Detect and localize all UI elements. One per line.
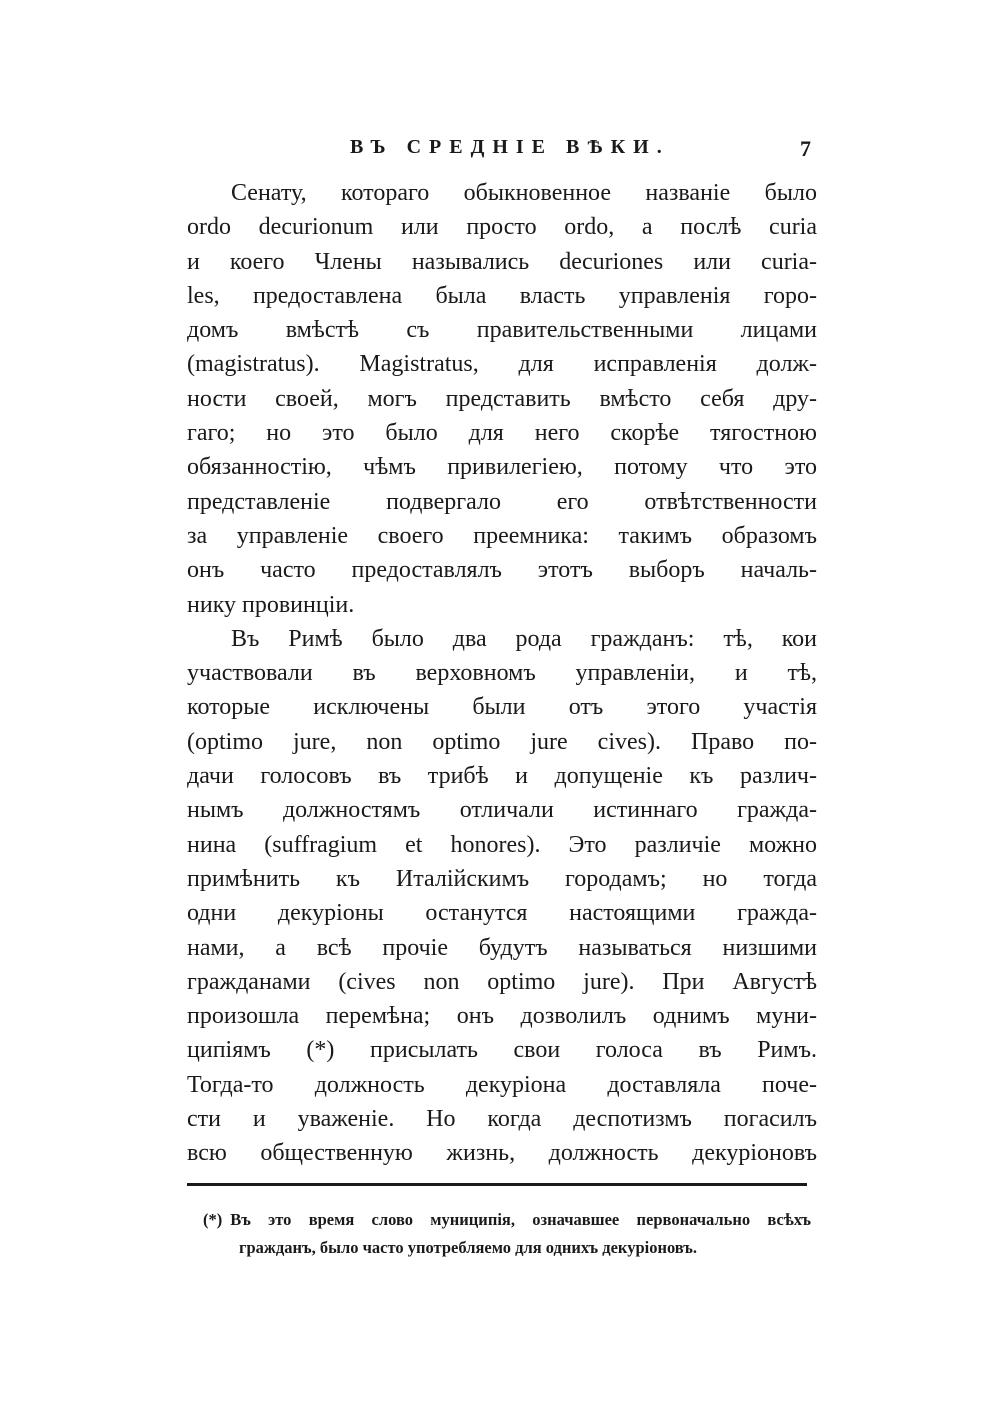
text-line: гаго; но это было для него скорѣе тягостною bbox=[187, 420, 817, 447]
text-line: нымъ должностямъ отличали истиннаго гражда- bbox=[187, 797, 817, 824]
text-line: Сенату, котораго обыкновенное названіе было bbox=[231, 180, 817, 206]
text-line: les, предоставлена была власть управленія горо- bbox=[187, 282, 817, 309]
text-line: сти и уваженіе. Но когда деспотизмъ погасилъ bbox=[187, 1106, 817, 1133]
main-text bbox=[187, 176, 817, 1171]
footnote-text-1: Въ это время слово муниципія, означавшее первоначально всѣхъ bbox=[230, 1210, 811, 1229]
text-line: онъ часто предоставлялъ этотъ выборъ началь- bbox=[187, 557, 817, 584]
text-line: которые исключены были отъ этого участія bbox=[187, 694, 817, 721]
text-line: Тогда-то должность декуріона доставляла поче- bbox=[187, 1071, 817, 1098]
text-line: за управленіе своего преемника: такимъ образомъ bbox=[187, 522, 817, 549]
text-line: примѣнить къ Италійскимъ городамъ; но тогда bbox=[187, 865, 817, 892]
footnote-divider bbox=[187, 1183, 807, 1186]
page-number: 7 bbox=[800, 136, 811, 161]
footnote-marker: (*) bbox=[203, 1210, 223, 1229]
text-line: одни декуріоны останутся настоящими гражда- bbox=[187, 900, 817, 927]
text-line: всю общественную жизнь, должность декуріоновъ bbox=[187, 1140, 817, 1167]
text-line: ципіямъ (*) присылать свои голоса въ Римъ. bbox=[187, 1037, 817, 1064]
text-line: нина (suffragium et honores). Это различіе можно bbox=[187, 831, 817, 858]
text-line: нами, а всѣ прочіе будутъ называться низшими bbox=[187, 934, 817, 961]
text-line: ordo decurionum или просто ordo, а послѣ curia bbox=[187, 214, 817, 241]
text-line: (optimo jure, non optimo jure cives). Право по- bbox=[187, 728, 817, 755]
text-line: гражданами (cives non optimo jure). При Августѣ bbox=[187, 968, 817, 995]
text-line: и коего Члены назывались decuriones или curia- bbox=[187, 248, 817, 275]
text-line: домъ вмѣстѣ съ правительственными лицами bbox=[187, 317, 817, 344]
text-line: участвовали въ верховномъ управленіи, и тѣ, bbox=[187, 660, 817, 687]
text-line: представленіе подвергало его отвѣтственности bbox=[187, 488, 817, 515]
text-line: (magistratus). Magistratus, для исправленія долж- bbox=[187, 351, 817, 378]
text-line: дачи голосовъ въ трибѣ и допущеніе къ различ- bbox=[187, 763, 817, 790]
footnote bbox=[203, 1206, 811, 1262]
footnote-line-2: гражданъ, было часто употребляемо для однихъ декуріоновъ. bbox=[239, 1238, 698, 1257]
text-line: Въ Римѣ было два рода гражданъ: тѣ, кои bbox=[231, 625, 817, 652]
footnote-line-1 bbox=[203, 1206, 811, 1234]
text-line: нику провинціи. bbox=[187, 591, 355, 618]
text-line: произошла перемѣна; онъ дозволилъ однимъ муни- bbox=[187, 1003, 817, 1030]
text-line: ности своей, могъ представить вмѣсто себя дру- bbox=[187, 385, 817, 412]
text-line: обязанностію, чѣмъ привилегіею, потому что это bbox=[187, 454, 817, 481]
running-title: ВЪ СРЕДНІЕ ВѢКИ. bbox=[350, 136, 670, 158]
